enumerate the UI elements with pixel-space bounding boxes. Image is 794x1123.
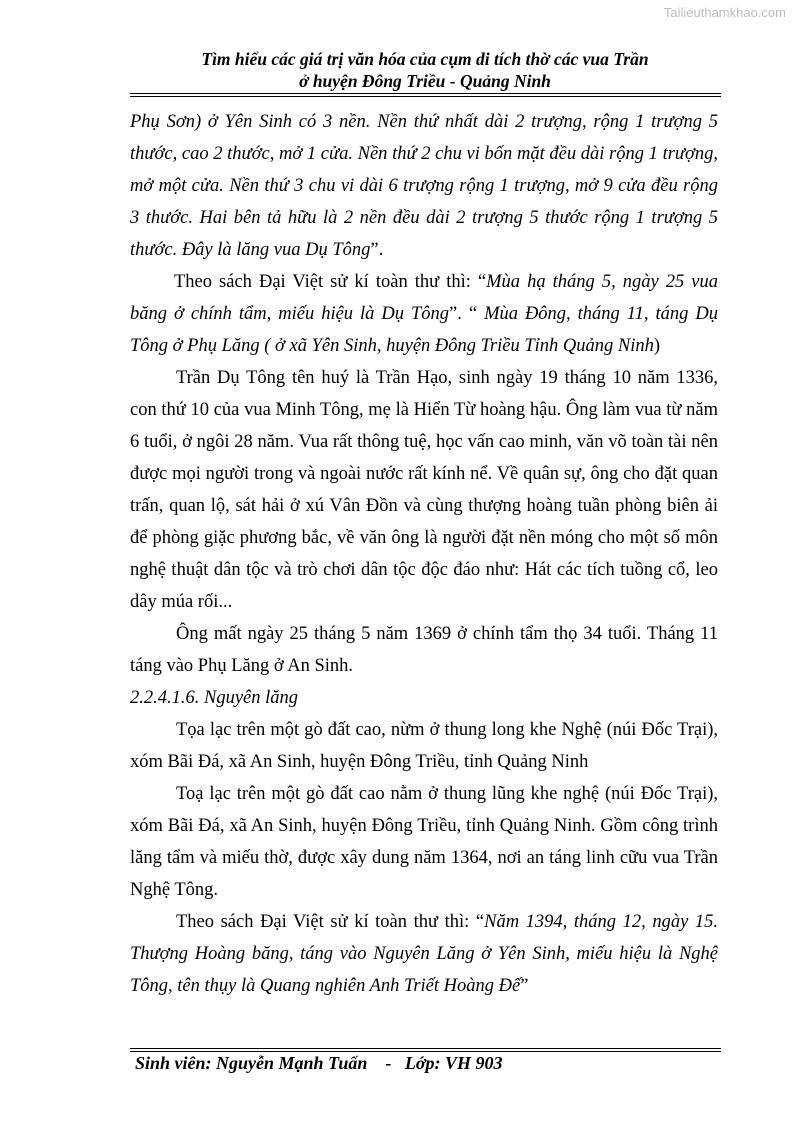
paragraph-4: Ông mất ngày 25 tháng 5 năm 1369 ở chính tẩm thọ 34 tuổi. Tháng 11 táng vào Phụ Lăng ở An Sinh. (130, 624, 718, 676)
paragraph-1 (130, 106, 718, 266)
paragraph-7 (130, 906, 718, 1002)
paragraph-1-text: Phụ Sơn) ở Yên Sinh có 3 nền. Nền thứ nhất dài 2 trượng, rộng 1 trượng 5 thước, cao 2 thước, mở 1 cửa. Nền thứ 2 chu vi bốn mặt đều dài rộng 1 trượng, mở một cửa. Nền thứ 3 chu vi dài 6 trượng rộng 1 trượng, mở 9 cửa đều rộng 3 thước. Hai bên tả hữu là 2 nền đều dài 2 trượng 5 thước rộng 1 trượng 5 thước. Đây là lăng vua Dụ Tông (130, 112, 718, 260)
header-title-line1: Tìm hiểu các giá trị văn hóa của cụm di tích thờ các vua Trần (201, 49, 649, 69)
footer-rule-top (130, 1048, 721, 1049)
paragraph-2-quote-1: Mùa hạ tháng 5, ngày 25 vua băng ở chính tẩm, miếu hiệu là Dụ Tông (130, 272, 718, 324)
paragraph-6: Toạ lạc trên một gò đất cao nằm ở thung lũng khe nghệ (núi Đốc Trại), xóm Bãi Đá, xã An Sinh, huyện Đông Triều, tỉnh Quảng Ninh. Gồm công trình lăng tẩm và miếu thờ, được xây dung năm 1364, nơi an táng linh cữu vua Trần Nghệ Tông. (130, 784, 718, 900)
page-header (130, 48, 720, 92)
section-heading: 2.2.4.1.6. Nguyên lăng (130, 688, 299, 708)
header-rule-top (130, 93, 721, 94)
paragraph-2-end: ) (653, 336, 661, 356)
paragraph-1-end: ”. (370, 240, 384, 260)
paragraph-7-quote: Năm 1394, tháng 12, ngày 15. Thượng Hoàng băng, táng vào Nguyên Lăng ở Yên Sinh, miếu hiệu là Nghệ Tông, tên thụy là Quang nghiên Anh Triết Hoàng Đế (130, 912, 718, 996)
paragraph-3: Trần Dụ Tông tên huý là Trần Hạo, sinh ngày 19 tháng 10 năm 1336, con thứ 10 của vua Minh Tông, mẹ là Hiển Từ hoàng hậu. Ông làm vua từ năm 6 tuổi, ở ngôi 28 năm. Vua rất thông tuệ, học vấn cao minh, văn võ toàn tài nên được mọi người trong và ngoài nước rất kính nể. Về quân sự, ông cho đặt quan trấn, quan lộ, sát hải ở xú Vân Đồn và cùng thượng hoàng tuần phòng biên ải để phòng giặc phương bắc, về văn ông là người đặt nền móng cho một số môn nghệ thuật dân tộc và trò chơi dân tộc độc đáo như: Hát các tích tuồng cổ, leo dây múa rối... (130, 368, 718, 612)
paragraph-2-quote-2: Mùa Đông, tháng 11, táng Dụ Tông ở Phụ Lăng ( ở xã Yên Sinh, huyện Đông Triều Tỉnh Quảng Ninh (130, 304, 718, 356)
footer-rule-bottom (130, 1051, 721, 1052)
header-rule-bottom (130, 96, 721, 97)
paragraph-2 (130, 266, 718, 362)
document-body (130, 106, 718, 1002)
watermark: Tailieuthamkhao.com (663, 5, 786, 20)
paragraph-7-end: ” (520, 976, 529, 996)
header-title-line2: ở huyện Đông Triều - Quảng Ninh (299, 71, 551, 91)
paragraph-2-lead: Theo sách Đại Việt sử kí toàn thư thì: “ (174, 272, 487, 292)
paragraph-7-lead: Theo sách Đại Việt sử kí toàn thư thì: “ (176, 912, 485, 932)
page-footer: Sinh viên: Nguyễn Mạnh Tuấn - Lớp: VH 903 (135, 1053, 503, 1073)
paragraph-2-mid: ”. “ (449, 304, 485, 324)
paragraph-5: Tọa lạc trên một gò đất cao, nừm ở thung long khe Nghệ (núi Đốc Trại), xóm Bãi Đá, xã An Sinh, huyện Đông Triều, tỉnh Quảng Ninh (130, 720, 718, 772)
